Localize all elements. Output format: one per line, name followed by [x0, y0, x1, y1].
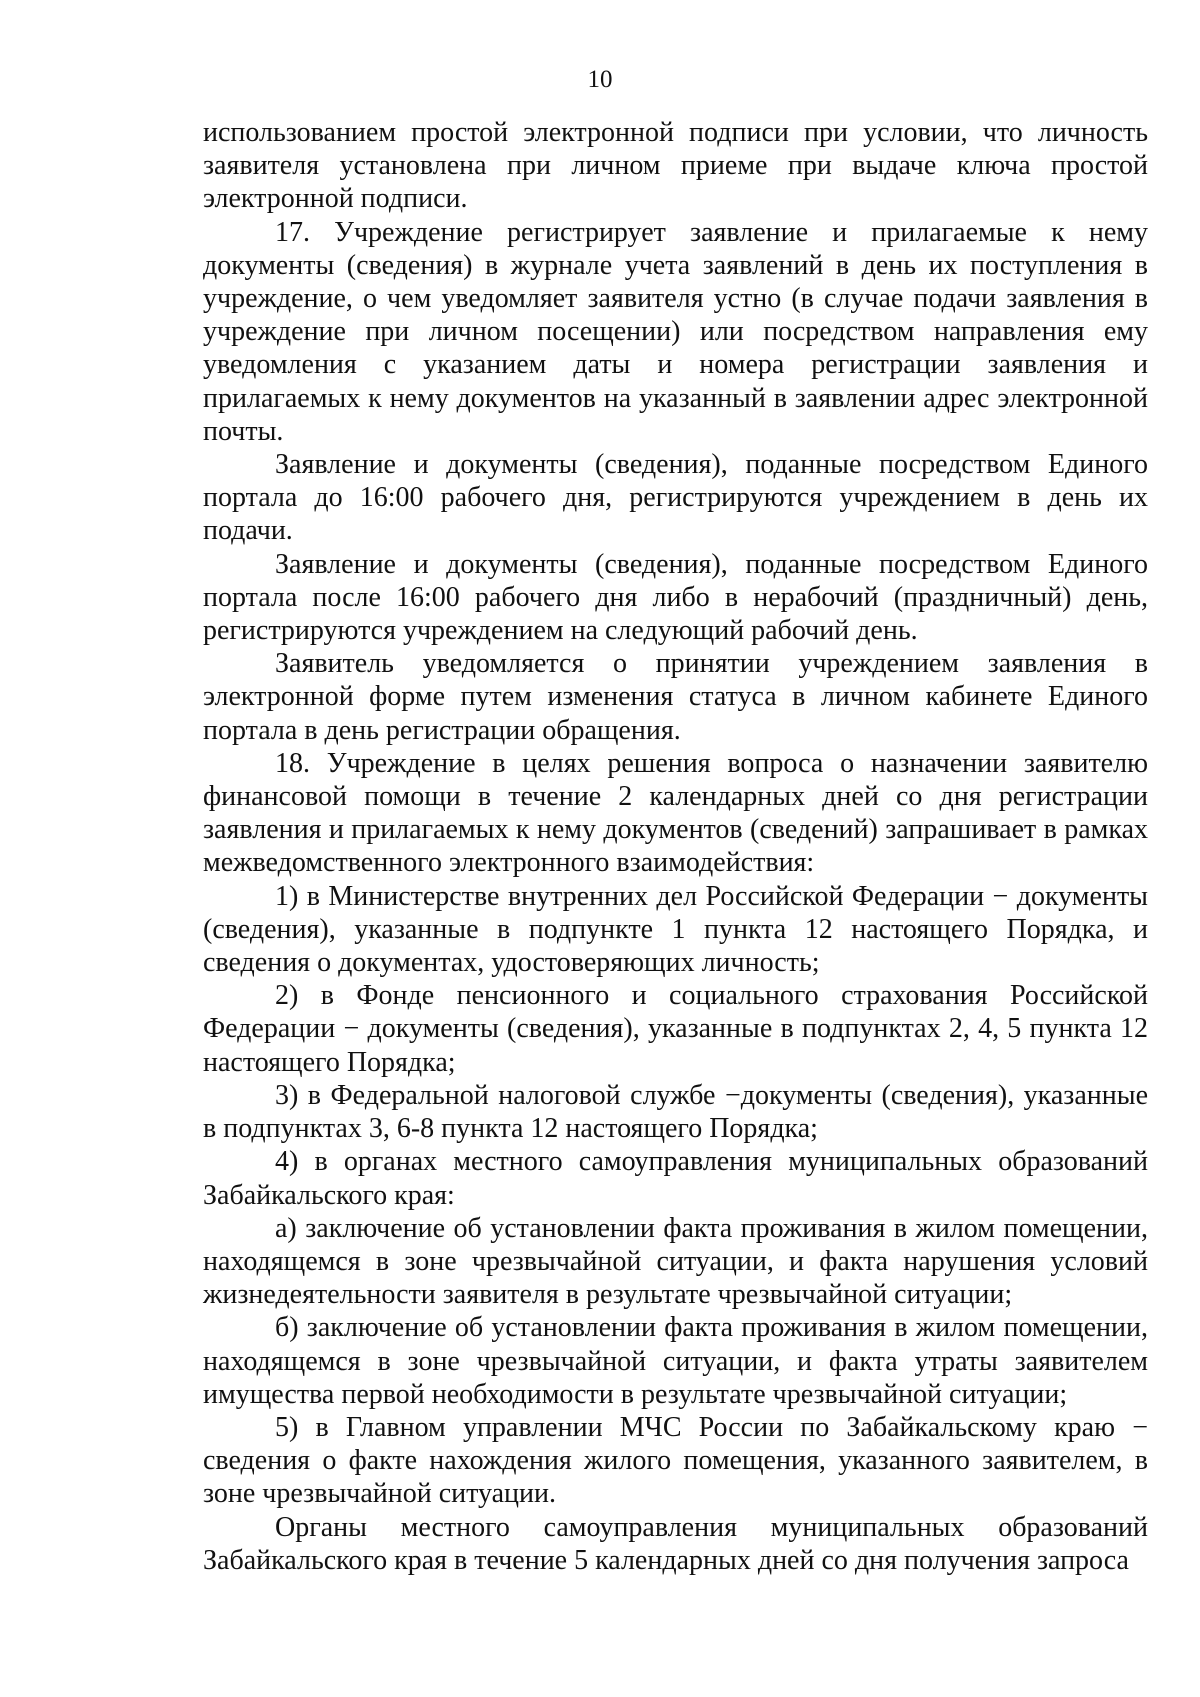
paragraph-subitem-4a: а) заключение об установлении факта проживания в жилом помещении, находящемся в зоне чрезвычайной ситуации, и факта нарушения условий жизнедеятельности заявителя в результате чрезвычайной ситуации;	[203, 1212, 1148, 1311]
paragraph-item-18: 18. Учреждение в целях решения вопроса о назначении заявителю финансовой помощи в течение 2 календарных дней со дня регистрации заявления и прилагаемых к нему документов (сведений) запрашивает в рамках межведомственного электронного взаимодействия:	[203, 747, 1148, 879]
paragraph-subitem-1: 1) в Министерстве внутренних дел Российской Федерации − документы (сведения), указанные в подпункте 1 пункта 12 настоящего Порядка, и сведения о документах, удостоверяющих личность;	[203, 880, 1148, 979]
page-number: 10	[587, 66, 613, 93]
paragraph-registration-after-16: Заявление и документы (сведения), поданные посредством Единого портала после 16:00 рабочего дня либо в нерабочий (праздничный) день, регистрируются учреждением на следующий рабочий день.	[203, 548, 1148, 647]
paragraph-registration-before-16: Заявление и документы (сведения), поданные посредством Единого портала до 16:00 рабочего дня, регистрируются учреждением в день их подачи.	[203, 449, 1148, 547]
document-body	[203, 116, 1148, 1577]
paragraph-subitem-2: 2) в Фонде пенсионного и социального страхования Российской Федерации − документы (сведения), указанные в подпунктах 2, 4, 5 пункта 12 настоящего Порядка;	[203, 980, 1148, 1078]
paragraph-applicant-notification: Заявитель уведомляется о принятии учреждением заявления в электронной форме путем изменения статуса в личном кабинете Единого портала в день регистрации обращения.	[203, 648, 1148, 746]
paragraph-subitem-4: 4) в органах местного самоуправления муниципальных образований Забайкальского края:	[203, 1146, 1148, 1211]
paragraph-item-17: 17. Учреждение регистрирует заявление и прилагаемые к нему документы (сведения) в журнале учета заявлений в день их поступления в учреждение, о чем уведомляет заявителя устно (в случае подачи заявления в учреждение при личном посещении) или посредством направления ему уведомления с указанием даты и номера регистрации заявления и прилагаемых к нему документов на указанный в заявлении адрес электронной почты.	[203, 216, 1148, 447]
paragraph-local-authorities: Органы местного самоуправления муниципальных образований Забайкальского края в течение 5 календарных дней со дня получения запроса	[203, 1511, 1148, 1576]
paragraph-subitem-5: 5) в Главном управлении МЧС России по Забайкальскому краю − сведения о факте нахождения жилого помещения, указанного заявителем, в зоне чрезвычайной ситуации.	[203, 1411, 1148, 1510]
paragraph-subitem-3: 3) в Федеральной налоговой службе −документы (сведения), указанные в подпунктах 3, 6-8 пункта 12 настоящего Порядка;	[203, 1079, 1148, 1145]
paragraph-continuation: использованием простой электронной подписи при условии, что личность заявителя установлена при личном приеме при выдаче ключа простой электронной подписи.	[203, 117, 1148, 215]
paragraph-subitem-4b: б) заключение об установлении факта проживания в жилом помещении, находящемся в зоне чрезвычайной ситуации, и факта утраты заявителем имущества первой необходимости в результате чрезвычайной ситуации;	[203, 1312, 1148, 1410]
